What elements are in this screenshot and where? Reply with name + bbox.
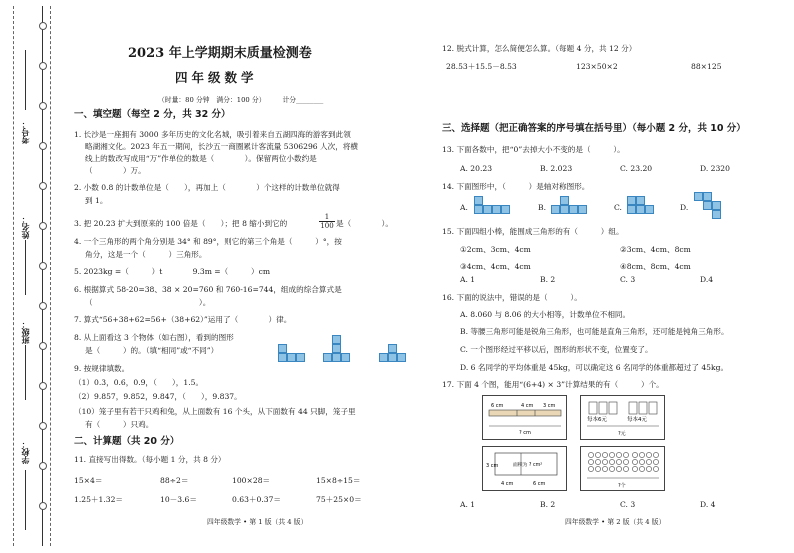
q17: 17. 下面 4 个图，能用“(6+4) × 3”计算结果的有（ ）个。 (442, 380, 664, 389)
q17-fig2-question: ?元 (618, 431, 626, 437)
q5: 5. 2023kg =（ ）t 9.3m =（ ）cm (74, 267, 271, 276)
q17-fig4-dot (623, 459, 628, 464)
q17-fig2-price-4: 每本4元 (627, 417, 647, 423)
q8-cube (388, 353, 397, 362)
q17-fig4-dot (639, 459, 644, 464)
q17-fig4-dot (609, 466, 614, 471)
q14-option: A. (460, 203, 468, 212)
q17-fig4-dot (609, 452, 614, 457)
q4-line2: 角分，这是一个（ ）三角形。 (85, 250, 207, 259)
name-field[interactable] (25, 240, 26, 295)
q14-option: D. (680, 203, 689, 212)
q17-fig4-dot (632, 452, 637, 457)
q10-line2: 有（ ）只鸡。 (85, 420, 154, 429)
q12-calc: 28.53＋15.5－8.53 (446, 62, 517, 71)
q14-cell (483, 205, 492, 214)
q17-option: D. 4 (700, 500, 716, 509)
q17-figure-3 (482, 446, 567, 491)
q17-fig4-dot (595, 466, 600, 471)
q17-fig4-dot (646, 452, 651, 457)
q1-line3: 线上的数改写成用“万”作单位的数是（ ）。保留两位小数约是 (85, 154, 317, 163)
q15-option: D.4 (700, 275, 714, 284)
q8-cube (397, 353, 406, 362)
section3-heading: 三、选择题（把正确答案的序号填在括号里）（每小题 2 分，共 10 分） (442, 123, 746, 134)
q17-fig4-dot (653, 459, 658, 464)
section2-heading: 二、计算题（共 20 分） (74, 436, 180, 447)
school-field[interactable] (25, 470, 26, 530)
q17-fig1-label-3cm: 3 cm (543, 403, 556, 409)
q17-fig1-label-6cm: 6 cm (491, 403, 504, 409)
q12-calc: 123×50×2 (576, 62, 618, 71)
q8-cube (323, 353, 332, 362)
q14-cell (627, 205, 636, 214)
q15-option: A. 1 (460, 275, 476, 284)
q17-fig2-price-6: 每本6元 (587, 417, 607, 423)
q11-item: 0.63＋0.37＝ (232, 495, 282, 504)
q8-line2: 是（ ）的。（填“相同”或“不同”） (85, 346, 219, 355)
q14-option: C. (614, 203, 622, 212)
q17-fig4-dot (602, 466, 607, 471)
q14: 14. 下面图形中，（ ）是轴对称图形。 (442, 182, 590, 191)
q17-fig4-dot (616, 459, 621, 464)
q14-cell (551, 205, 560, 214)
q16-option-a: A. 8.060 与 8.06 的大小相等，计数单位不相同。 (460, 310, 631, 319)
q14-cell (560, 196, 569, 205)
q2-line2: 到 1。 (85, 196, 108, 205)
q17-fig4-dot (609, 459, 614, 464)
q3-line1: 3. 把 20.23 扩大到原来的 100 倍是（ ）；把 8 缩小到它的 (74, 219, 288, 228)
q14-cell (703, 192, 712, 201)
q17-fig4-dot (588, 466, 593, 471)
q17-option: B. 2 (540, 500, 556, 509)
q17-fig3-side: 3 cm (486, 463, 499, 469)
q17-option: C. 3 (620, 500, 636, 509)
q14-option: B. (538, 203, 546, 212)
q9-part2: （2）9.857，9.852，9.847，（ ），9.837。 (74, 392, 242, 401)
q13-option: B. 2.023 (540, 164, 573, 173)
q7: 7. 算式“56+38+62=56+（38+62）”运用了（ ）律。 (74, 315, 292, 324)
q1-line2: 略湖湘文化。2023 年五一期间，长沙五一商圈累计客流量 5306296 人次，将横 (85, 142, 359, 151)
exam-number-field[interactable] (25, 50, 26, 110)
q8-cube (332, 344, 341, 353)
q15-group: ③4cm、4cm、4cm (460, 262, 531, 271)
q14-cell (703, 201, 712, 210)
q14-cell (636, 205, 645, 214)
q8-cube (278, 353, 287, 362)
q8-cube (388, 344, 397, 353)
q17-fig4-dot (632, 459, 637, 464)
q14-cell (474, 205, 483, 214)
q8-cube (332, 353, 341, 362)
q14-cell (578, 205, 587, 214)
q16-option-d: D. 6 名同学的平均体重是 45kg，可以确定这 6 名同学的体重都超过了 45kg。 (460, 363, 729, 372)
q15-group: ②3cm、4cm、8cm (620, 245, 691, 254)
footer-left: 四年级数学 • 第 1 版（共 4 版） (207, 518, 308, 526)
q11-item: 15×8÷15＝ (316, 476, 361, 485)
q15-group: ④8cm、8cm、4cm (620, 262, 691, 271)
exam-title: 2023 年上学期期末质量检测卷 (128, 46, 312, 61)
school-label: 学校： (21, 440, 30, 464)
q17-fig3-width-6: 6 cm (533, 481, 546, 487)
q17-fig4-dot (595, 452, 600, 457)
q17-fig4-dot (602, 459, 607, 464)
q6-line2: （ ）。 (85, 298, 211, 307)
q8-cube (379, 353, 388, 362)
q8-cube (341, 353, 350, 362)
q6-line1: 6. 根据算式 58-20=38、38 × 20=760 和 760-16=744，组成的综合算式是 (74, 285, 342, 294)
q17-fig3-area: 面积为 ? cm² (513, 463, 543, 468)
q15-option: B. 2 (540, 275, 556, 284)
q11-item: 100×28＝ (232, 476, 271, 485)
q12: 12. 脱式计算，怎么简便怎么算。（每题 4 分，共 12 分） (442, 44, 637, 53)
exam-subtitle: 四年级数学 (175, 70, 258, 85)
q17-figure-1 (482, 395, 567, 440)
q14-cell (560, 205, 569, 214)
q11-item: 75＋25×0＝ (316, 495, 362, 504)
q8-cube (278, 344, 287, 353)
q1-line1: 1. 长沙是一座拥有 3000 多年历史的文化名城，吸引着来自五湖四海的游客到此领 (74, 130, 351, 139)
q2-line1: 2. 小数 0.8 的计数单位是（ ），再加上（ ）个这样的计数单位就得 (74, 183, 340, 192)
q13-option: C. 23.20 (620, 164, 653, 173)
q11-item: 15×4＝ (74, 476, 103, 485)
q17-option: A. 1 (460, 500, 476, 509)
q17-fig4-dot (602, 452, 607, 457)
q17-fig4-dot (616, 466, 621, 471)
q8-cube (296, 353, 305, 362)
q14-cell (569, 205, 578, 214)
q12-calc: 88×125 (691, 62, 722, 71)
q17-fig1-question: ? cm (519, 430, 531, 436)
q13: 13. 下面各数中，把“0”去掉大小不变的是（ ）。 (442, 145, 625, 154)
q17-fig4-dot (595, 459, 600, 464)
q17-fig4-dot (616, 452, 621, 457)
q13-option: D. 2320 (700, 164, 730, 173)
q9-part1: （1）0.3，0.6，0.9，（ ），1.5。 (74, 378, 204, 387)
q14-cell (645, 205, 654, 214)
q4-line1: 4. 一个三角形的两个角分别是 34° 和 89°，则它的第三个角是（ ）°，按 (74, 237, 342, 246)
q17-fig4-dot (653, 452, 658, 457)
q16-option-b: B. 等腰三角形可能是锐角三角形，也可能是直角三角形，还可能是钝角三角形。 (460, 327, 729, 336)
class-label: 班级： (21, 320, 30, 344)
q14-cell (636, 196, 645, 205)
q17-fig4-dot (623, 452, 628, 457)
q1-line4: （ ）万。 (85, 166, 146, 175)
q17-fig4-question: ?个 (618, 483, 626, 489)
q14-cell (627, 196, 636, 205)
q8-cube (287, 353, 296, 362)
q16: 16. 下面的说法中，错误的是（ ）。 (442, 293, 582, 302)
q17-fig4-dot (646, 459, 651, 464)
q16-option-c: C. 一个图形经过平移以后，图形的形状不变，位置变了。 (460, 345, 653, 354)
q11-item: 10－3.6＝ (160, 495, 197, 504)
q17-fig4-dot (639, 466, 644, 471)
section1-heading: 一、填空题（每空 2 分，共 32 分） (74, 109, 231, 120)
q14-cell (501, 205, 510, 214)
q17-fig1-label-4cm: 4 cm (521, 403, 534, 409)
q11: 11. 直接写出得数。（每小题 1 分，共 8 分） (74, 455, 226, 464)
q17-fig3-width-4: 4 cm (501, 481, 514, 487)
name-label: 姓名： (21, 215, 30, 239)
q10-line1: （10）笼子里有若干只鸡和兔，从上面数有 16 个头，从下面数有 44 只脚，笼子里 (74, 407, 356, 416)
q17-fig4-dot (588, 452, 593, 457)
q14-cell (474, 196, 483, 205)
footer-right: 四年级数学 • 第 2 版（共 4 版） (565, 518, 666, 526)
q14-cell (492, 205, 501, 214)
q17-fig4-dot (639, 452, 644, 457)
q8-cube (332, 335, 341, 344)
q17-figure-4 (580, 446, 665, 491)
q3-fraction-denominator: 100 (320, 222, 334, 230)
exam-info: （时量：80 分钟 满分：100 分） 计分________ (158, 96, 324, 104)
q3-fraction-numerator: 1 (324, 213, 330, 221)
q15: 15. 下面四组小棒，能围成三角形的有（ ）组。 (442, 227, 624, 236)
q8-line1: 8. 从上面看这 3 个物体（如右图），看到的图形 (74, 333, 234, 342)
q15-group: ①2cm、3cm、4cm (460, 245, 531, 254)
class-field[interactable] (25, 345, 26, 400)
q17-fig4-dot (588, 459, 593, 464)
q3-line2: 是（ ）。 (336, 219, 393, 228)
q11-item: 88÷2＝ (160, 476, 189, 485)
q14-cell (694, 192, 703, 201)
q11-item: 1.25＋1.32＝ (74, 495, 124, 504)
exam-number-label: 考号： (21, 120, 30, 144)
q14-cell (712, 210, 721, 219)
q13-option: A. 20.23 (460, 164, 493, 173)
q9: 9. 按规律填数。 (74, 364, 130, 373)
q17-figure-2 (580, 395, 665, 440)
q17-fig4-dot (653, 466, 658, 471)
q15-option: C. 3 (620, 275, 636, 284)
q17-fig4-dot (632, 466, 637, 471)
q14-cell (712, 201, 721, 210)
q3-fraction (319, 213, 335, 230)
q17-fig4-dot (646, 466, 651, 471)
q17-fig4-dot (623, 466, 628, 471)
